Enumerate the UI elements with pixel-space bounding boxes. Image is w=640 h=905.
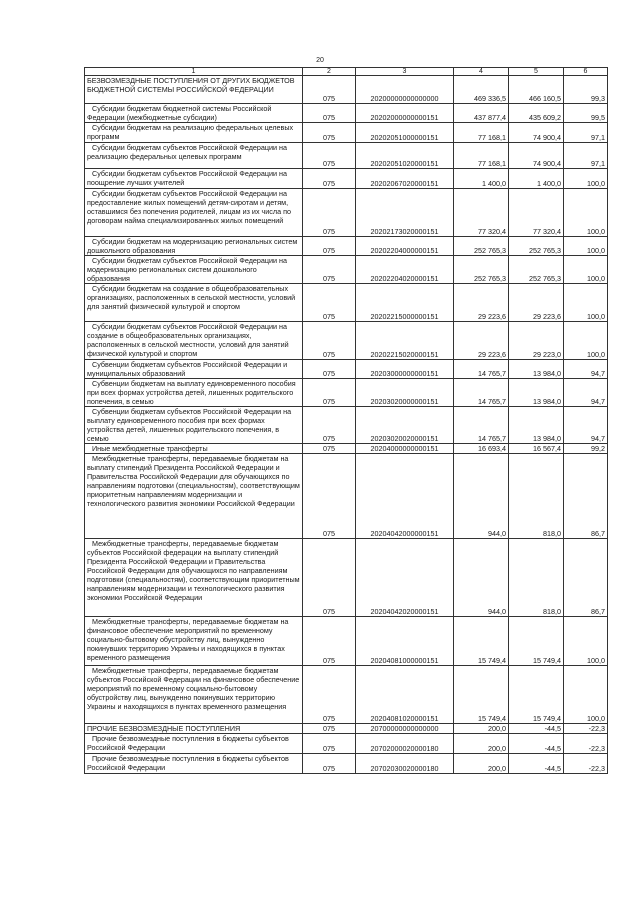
row-plan-value: 1 400,0 [454,169,509,189]
row-plan-value: 77 168,1 [454,143,509,169]
row-plan-value: 14 765,7 [454,407,509,444]
table-row [85,754,608,774]
row-admin-code: 075 [303,407,356,444]
row-name: Субсидии бюджетам субъектов Российской Федерации на поощрение лучших учителей [85,169,303,189]
table-row [85,189,608,237]
header-cell-fact: 5 [509,68,564,76]
row-plan-value: 15 749,4 [454,617,509,666]
row-kbk-code: 20204081000000151 [356,617,454,666]
row-kbk-code: 20202051000000151 [356,123,454,143]
row-percent: -22,3 [564,734,608,754]
row-kbk-code: 20204000000000151 [356,444,454,454]
row-kbk-code: 20202215020000151 [356,322,454,360]
row-fact-value: 15 749,4 [509,666,564,724]
row-percent: 99,2 [564,444,608,454]
row-percent: 99,3 [564,76,608,104]
row-plan-value: 77 320,4 [454,189,509,237]
row-name: Межбюджетные трансферты, передаваемые бюджетам на финансовое обеспечение мероприятий по временному социально-бытовому обустройству лиц, вынужденно покинувших территорию Украины и находящихся в пунктах временного размещения [85,617,303,666]
row-percent: 94,7 [564,360,608,379]
row-fact-value: 77 320,4 [509,189,564,237]
table-row [85,123,608,143]
row-kbk-code: 20702000020000180 [356,734,454,754]
row-percent: 100,0 [564,617,608,666]
header-row [85,68,608,76]
table-row [85,539,608,617]
table-row [85,284,608,322]
row-admin-code: 075 [303,76,356,104]
row-fact-value: 74 900,4 [509,143,564,169]
table-row [85,169,608,189]
row-fact-value: 435 609,2 [509,104,564,123]
row-name: Субвенции бюджетам на выплату единовременного пособия при всех формах устройства детей, лишенных родительского попечения, в семью [85,379,303,407]
row-name: Субсидии бюджетам бюджетной системы Российской Федерации (межбюджетные субсидии) [85,104,303,123]
table-row [85,407,608,444]
row-admin-code: 075 [303,256,356,284]
row-admin-code: 075 [303,322,356,360]
row-admin-code: 075 [303,189,356,237]
row-percent: 94,7 [564,407,608,444]
table-row [85,237,608,256]
row-admin-code: 075 [303,454,356,539]
row-plan-value: 437 877,4 [454,104,509,123]
row-name: БЕЗВОЗМЕЗДНЫЕ ПОСТУПЛЕНИЯ ОТ ДРУГИХ БЮДЖЕТОВ БЮДЖЕТНОЙ СИСТЕМЫ РОССИЙСКОЙ ФЕДЕРАЦИИ [85,76,303,104]
row-plan-value: 944,0 [454,454,509,539]
row-percent: 100,0 [564,322,608,360]
row-kbk-code: 20202173020000151 [356,189,454,237]
row-percent: -22,3 [564,754,608,774]
row-kbk-code: 20702030020000180 [356,754,454,774]
table-row [85,256,608,284]
row-percent: 97,1 [564,123,608,143]
row-name: Межбюджетные трансферты, передаваемые бюджетам на выплату стипендий Президента Российской Федерации и Правительства Российской Федерации для обучающихся по направлениям подготовки (специальностям), соответствующим приоритетным направлениям модернизации и технологического развития экономики Российской Федерации [85,454,303,539]
header-cell-plan: 4 [454,68,509,76]
row-fact-value: 29 223,0 [509,322,564,360]
row-admin-code: 075 [303,143,356,169]
row-percent: 100,0 [564,189,608,237]
row-admin-code: 075 [303,444,356,454]
row-kbk-code: 20204081020000151 [356,666,454,724]
row-kbk-code: 20202051020000151 [356,143,454,169]
row-plan-value: 200,0 [454,724,509,734]
row-plan-value: 16 693,4 [454,444,509,454]
row-name: Субсидии бюджетам субъектов Российской Федерации на реализацию федеральных целевых программ [85,143,303,169]
budget-revenue-table [84,67,608,774]
row-plan-value: 14 765,7 [454,360,509,379]
row-plan-value: 15 749,4 [454,666,509,724]
header-cell-name: 1 [85,68,303,76]
row-fact-value: -44,5 [509,754,564,774]
row-percent: 100,0 [564,666,608,724]
row-fact-value: 1 400,0 [509,169,564,189]
table-row [85,454,608,539]
row-fact-value: 15 749,4 [509,617,564,666]
row-percent: 100,0 [564,284,608,322]
row-fact-value: 29 223,6 [509,284,564,322]
row-plan-value: 29 223,6 [454,322,509,360]
row-admin-code: 075 [303,617,356,666]
row-kbk-code: 20203020020000151 [356,407,454,444]
header-cell-kbk: 3 [356,68,454,76]
row-plan-value: 14 765,7 [454,379,509,407]
row-admin-code: 075 [303,539,356,617]
row-admin-code: 075 [303,169,356,189]
row-name: Субвенции бюджетам субъектов Российской Федерации на выплату единовременного пособия при всех формах устройства детей, лишенных родительского попечения, в семью [85,407,303,444]
table-row [85,379,608,407]
row-plan-value: 200,0 [454,754,509,774]
page-number: 20 [316,57,324,64]
header-cell-percent: 6 [564,68,608,76]
row-name: Субсидии бюджетам субъектов Российской Федерации на создание в общеобразовательных организациях, расположенных в сельской местности, условий для занятий физической культурой и спортом [85,322,303,360]
row-name: Субсидии бюджетам субъектов Российской Федерации на модернизацию региональных систем дошкольного образования [85,256,303,284]
row-kbk-code: 20204042000000151 [356,454,454,539]
table-row [85,724,608,734]
table-row [85,360,608,379]
table-row [85,76,608,104]
row-percent: 99,5 [564,104,608,123]
row-name: Субсидии бюджетам на реализацию федеральных целевых программ [85,123,303,143]
table-row [85,143,608,169]
row-fact-value: 818,0 [509,454,564,539]
row-admin-code: 075 [303,123,356,143]
row-admin-code: 075 [303,284,356,322]
row-plan-value: 944,0 [454,539,509,617]
table-row [85,104,608,123]
row-percent: -22,3 [564,724,608,734]
row-percent: 86,7 [564,454,608,539]
row-fact-value: -44,5 [509,724,564,734]
row-plan-value: 252 765,3 [454,237,509,256]
table-row [85,734,608,754]
row-kbk-code: 20202000000000151 [356,104,454,123]
row-name: ПРОЧИЕ БЕЗВОЗМЕЗДНЫЕ ПОСТУПЛЕНИЯ [85,724,303,734]
row-plan-value: 252 765,3 [454,256,509,284]
row-plan-value: 29 223,6 [454,284,509,322]
row-admin-code: 075 [303,666,356,724]
table-row [85,444,608,454]
row-kbk-code: 20202204000000151 [356,237,454,256]
row-plan-value: 200,0 [454,734,509,754]
row-fact-value: 252 765,3 [509,256,564,284]
row-name: Субсидии бюджетам на создание в общеобразовательных организациях, расположенных в сельской местности, условий для занятий физической культурой и спортом [85,284,303,322]
row-kbk-code: 20200000000000000 [356,76,454,104]
row-admin-code: 075 [303,724,356,734]
row-fact-value: 466 160,5 [509,76,564,104]
row-fact-value: 13 984,0 [509,379,564,407]
row-admin-code: 075 [303,754,356,774]
row-plan-value: 77 168,1 [454,123,509,143]
table-row [85,617,608,666]
row-fact-value: 818,0 [509,539,564,617]
row-fact-value: -44,5 [509,734,564,754]
row-kbk-code: 20203000000000151 [356,360,454,379]
row-kbk-code: 20700000000000000 [356,724,454,734]
row-percent: 94,7 [564,379,608,407]
row-admin-code: 075 [303,104,356,123]
row-fact-value: 74 900,4 [509,123,564,143]
row-name: Прочие безвозмездные поступления в бюджеты субъектов Российской Федерации [85,734,303,754]
row-percent: 97,1 [564,143,608,169]
row-percent: 100,0 [564,169,608,189]
row-kbk-code: 20204042020000151 [356,539,454,617]
row-kbk-code: 20202204020000151 [356,256,454,284]
row-name: Прочие безвозмездные поступления в бюджеты субъектов Российской Федерации [85,754,303,774]
row-name: Субсидии бюджетам на модернизацию региональных систем дошкольного образования [85,237,303,256]
row-admin-code: 075 [303,379,356,407]
row-name: Межбюджетные трансферты, передаваемые бюджетам субъектов Российской Федерации на финансовое обеспечение мероприятий по временному социально-бытовому обустройству лиц, вынужденно покинувших территорию Украины и находящихся в пунктах временного размещения [85,666,303,724]
row-name: Иные межбюджетные трансферты [85,444,303,454]
row-name: Межбюджетные трансферты, передаваемые бюджетам субъектов Российской федерации на выплату стипендий Президента Российской Федерации и Правительства Российской Федерации для обучающихся по направлениям подготовки (специальностям), соответствующим приоритетным направлениям модернизации и технологического развития экономики Российской Федерации [85,539,303,617]
row-name: Субвенции бюджетам субъектов Российской Федерации и муниципальных образований [85,360,303,379]
row-fact-value: 16 567,4 [509,444,564,454]
row-name: Субсидии бюджетам субъектов Российской Федерации на предоставление жилых помещений детям-сиротам и детям, оставшимся без попечения родителей, лицам из их числа по договорам найма специализированных жилых помещений [85,189,303,237]
row-kbk-code: 20202067020000151 [356,169,454,189]
table-row [85,322,608,360]
row-fact-value: 252 765,3 [509,237,564,256]
header-cell-code: 2 [303,68,356,76]
row-fact-value: 13 984,0 [509,407,564,444]
row-kbk-code: 20202215000000151 [356,284,454,322]
row-fact-value: 13 984,0 [509,360,564,379]
row-admin-code: 075 [303,360,356,379]
row-admin-code: 075 [303,734,356,754]
row-plan-value: 469 336,5 [454,76,509,104]
row-percent: 100,0 [564,256,608,284]
row-percent: 100,0 [564,237,608,256]
row-kbk-code: 20203020000000151 [356,379,454,407]
table-row [85,666,608,724]
row-percent: 86,7 [564,539,608,617]
row-admin-code: 075 [303,237,356,256]
